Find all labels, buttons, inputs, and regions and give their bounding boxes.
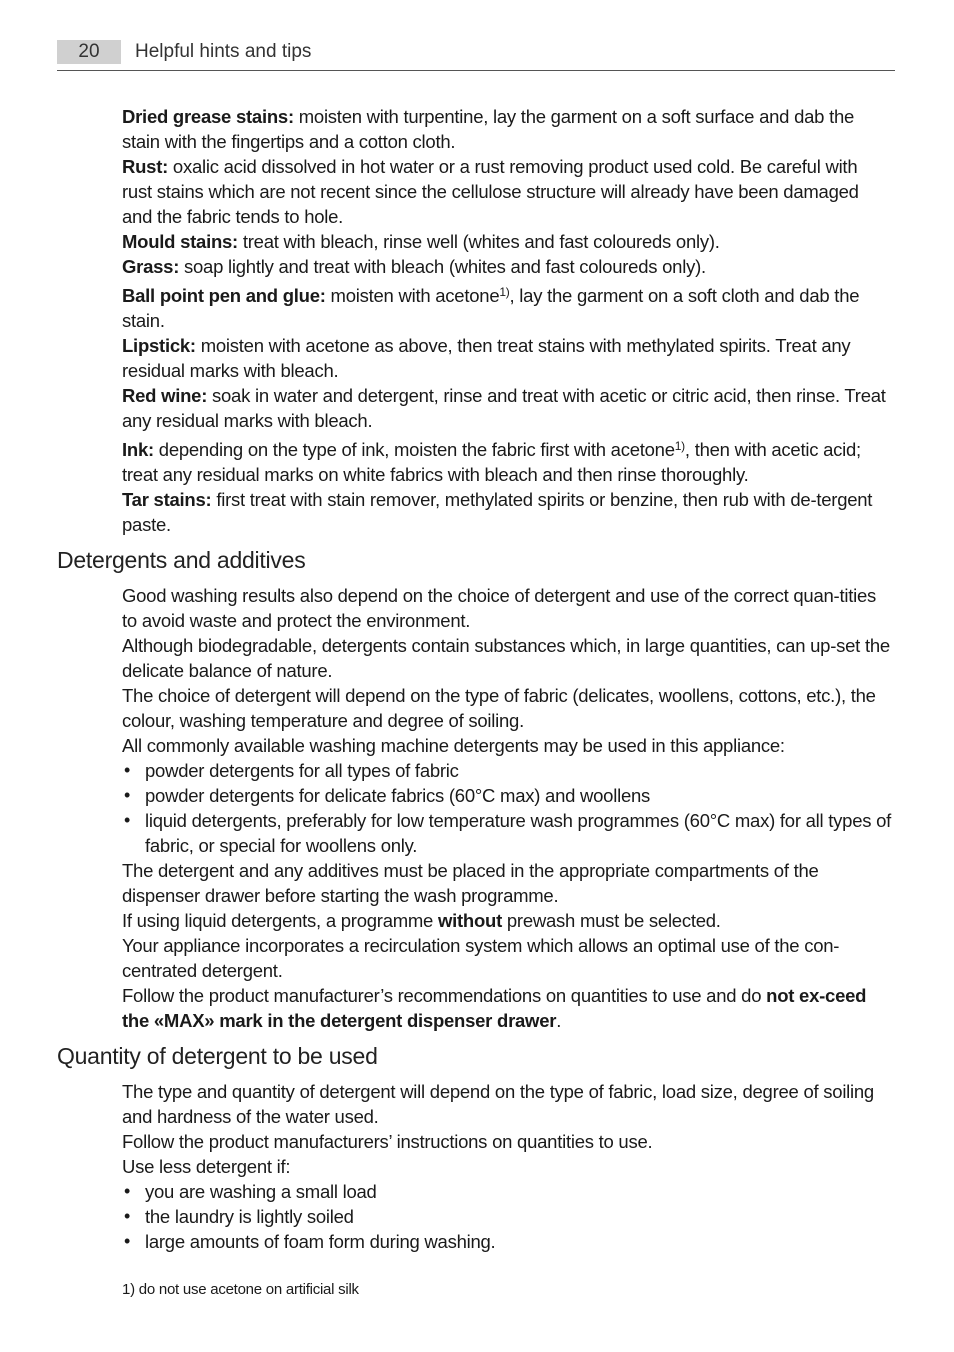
text-run: . xyxy=(556,1010,562,1031)
paragraph xyxy=(122,908,892,933)
stain-paragraph xyxy=(122,229,892,254)
stain-label: Mould stains: xyxy=(122,231,238,252)
stain-text: moisten with acetone xyxy=(325,285,500,306)
stain-text: first treat with stain remover, methylated spirits or benzine, then rub with de-tergent paste. xyxy=(122,489,873,535)
stain-label: Lipstick: xyxy=(122,335,196,356)
stain-label: Ink: xyxy=(122,439,154,460)
paragraph: Although biodegradable, detergents contain substances which, in large quantities, can up-set the delicate balance of nature. xyxy=(122,635,890,681)
stain-paragraph xyxy=(122,383,892,433)
detergent-type-list xyxy=(122,758,892,858)
list-item: • liquid detergents, preferably for low temperature wash programmes (60°C max) for all types of fabric, or special for woollens only. xyxy=(122,808,892,858)
less-detergent-list xyxy=(122,1179,892,1254)
list-item: • powder detergents for all types of fabric xyxy=(122,758,892,783)
stain-paragraph xyxy=(122,104,892,154)
stain-label: Dried grease stains: xyxy=(122,106,294,127)
page-header xyxy=(57,40,895,71)
stain-text: , lay the garment on a soft cloth and dab the stain. xyxy=(122,285,860,331)
list-item: • the laundry is lightly soiled xyxy=(122,1204,892,1229)
text-run: Follow the product manufacturer’s recommendations on quantities to use and do xyxy=(122,985,767,1006)
paragraph: Good washing results also depend on the choice of detergent and use of the correct quan-tities to avoid waste and protect the environment. xyxy=(122,585,876,631)
stain-text: moisten with acetone as above, then treat stains with methylated spirits. Treat any residual marks with bleach. xyxy=(122,335,851,381)
list-item: • powder detergents for delicate fabrics (60°C max) and woollens xyxy=(122,783,892,808)
paragraph: Your appliance incorporates a recirculation system which allows an optimal use of the con-centrated detergent. xyxy=(122,935,840,981)
paragraph: Follow the product manufacturers’ instructions on quantities to use. xyxy=(122,1131,653,1152)
stain-text: moisten with turpentine, lay the garment on a soft surface and dab the stain with the fingertips and a cotton cloth. xyxy=(122,106,855,152)
stain-paragraph xyxy=(122,254,892,279)
stain-text: soap lightly and treat with bleach (whites and fast coloureds only). xyxy=(179,256,706,277)
list-item: • you are washing a small load xyxy=(122,1179,892,1204)
stain-label: Tar stains: xyxy=(122,489,212,510)
footnote-ref: 1) xyxy=(674,439,685,453)
stain-text: soak in water and detergent, rinse and treat with acetic or citric acid, then rinse. Treat any residual marks with bleach. xyxy=(122,385,886,431)
stain-label: Grass: xyxy=(122,256,180,277)
section-title-quantity: Quantity of detergent to be used xyxy=(57,1043,378,1069)
emphasis: without xyxy=(437,910,502,931)
header-title: Helpful hints and tips xyxy=(135,41,312,62)
paragraph: The type and quantity of detergent will depend on the type of fabric, load size, degree of soiling and hardness of the water used. xyxy=(122,1081,874,1127)
stain-text: , then with acetic acid; treat any residual marks on white fabrics with bleach and then rinse thoroughly. xyxy=(122,439,861,485)
paragraph: The detergent and any additives must be placed in the appropriate compartments of the dispenser drawer before starting the wash programme. xyxy=(122,860,819,906)
stain-label: Red wine: xyxy=(122,385,208,406)
footnote: 1) do not use acetone on artificial silk xyxy=(122,1281,359,1298)
text-run: If using liquid detergents, a programme xyxy=(122,910,438,931)
stain-paragraph xyxy=(122,333,892,383)
stain-label: Ball point pen and glue: xyxy=(122,285,326,306)
paragraph: The choice of detergent will depend on the type of fabric (delicates, woollens, cottons, etc.), the colour, washing temperature and degree of soiling. xyxy=(122,685,876,731)
section-title-detergents: Detergents and additives xyxy=(57,547,306,573)
stain-text: treat with bleach, rinse well (whites and fast coloureds only). xyxy=(237,231,720,252)
paragraph xyxy=(122,983,892,1033)
stain-paragraph xyxy=(122,487,892,537)
stain-paragraph xyxy=(122,283,892,333)
emphasis: not ex-ceed the «MAX» mark in the detergent dispenser drawer xyxy=(122,985,867,1031)
stain-label: Rust: xyxy=(122,156,169,177)
stain-paragraph xyxy=(122,154,892,229)
stain-text: oxalic acid dissolved in hot water or a rust removing product used cold. Be careful with rust stains which are not recent since the cellulose structure will already have been damaged and the fabric tends to hole. xyxy=(122,156,859,227)
footnote-ref: 1) xyxy=(499,285,510,299)
page-number: 20 xyxy=(57,40,121,64)
page-content xyxy=(57,104,892,1300)
text-run: prewash must be selected. xyxy=(502,910,721,931)
paragraph: All commonly available washing machine detergents may be used in this appliance: xyxy=(122,735,785,756)
stain-paragraph xyxy=(122,437,892,487)
stain-text: depending on the type of ink, moisten the fabric first with acetone xyxy=(153,439,675,460)
paragraph: Use less detergent if: xyxy=(122,1156,291,1177)
list-item: • large amounts of foam form during washing. xyxy=(122,1229,892,1254)
